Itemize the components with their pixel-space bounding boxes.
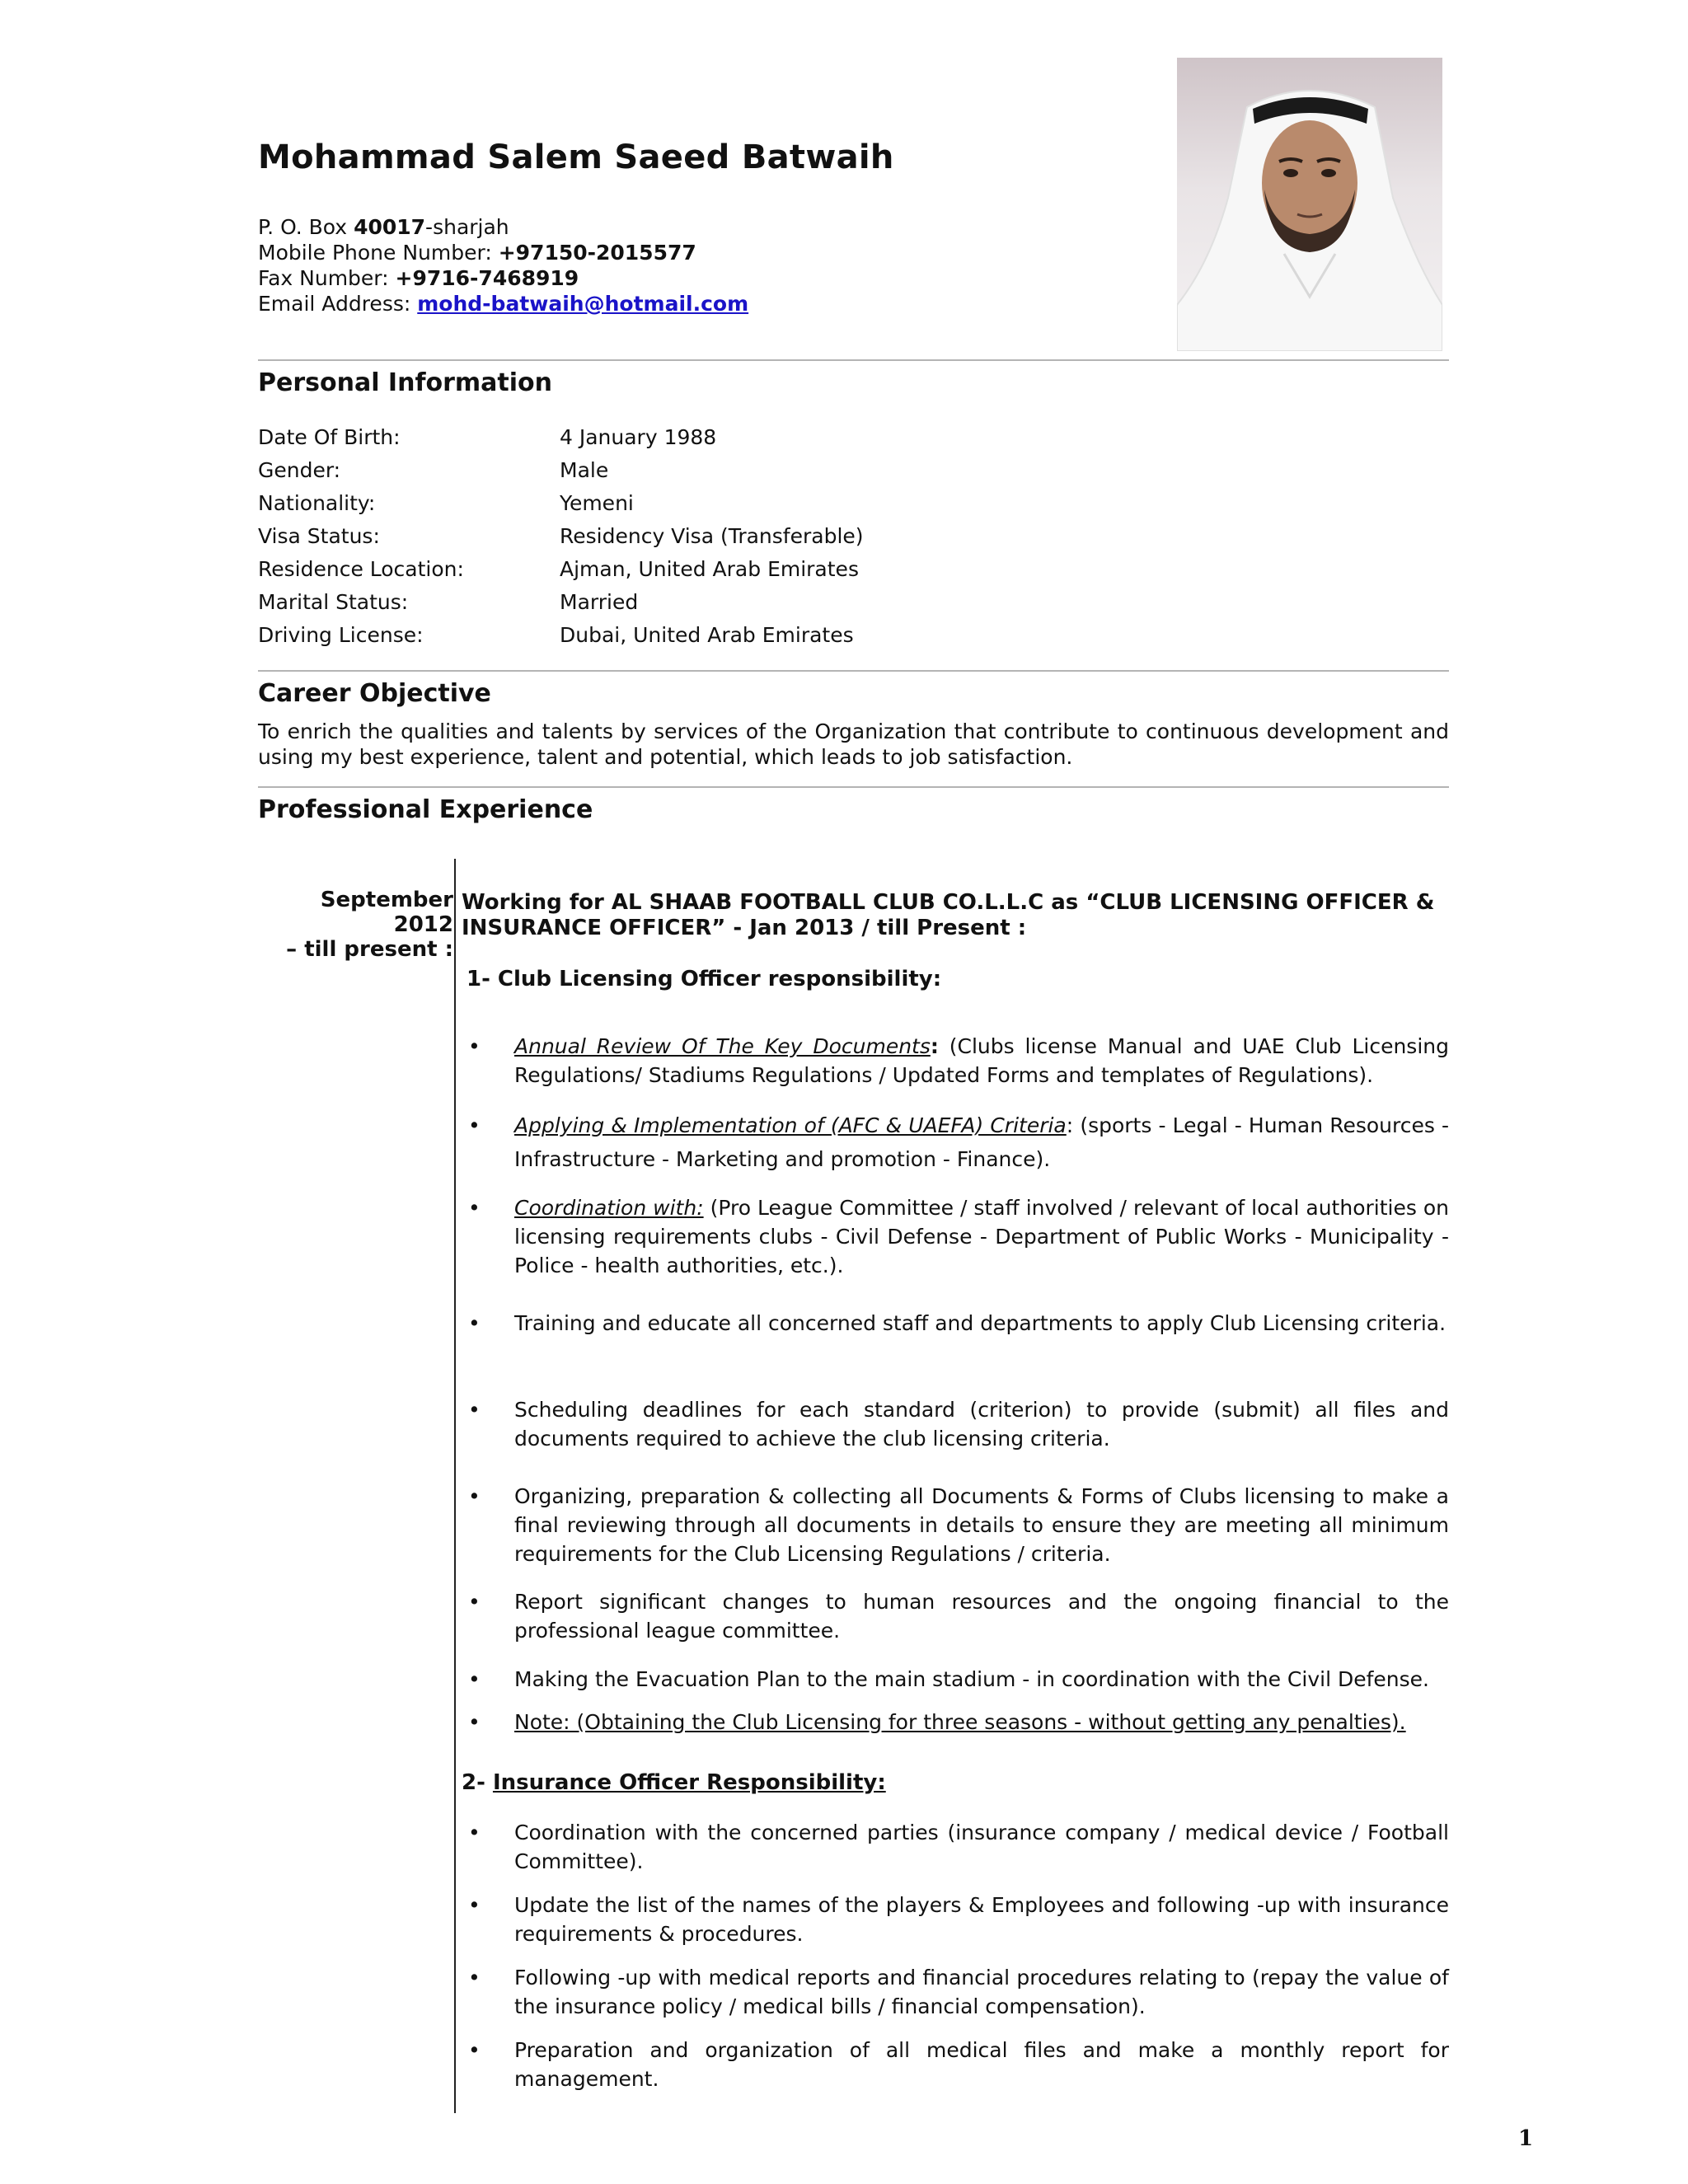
personal-row: [258, 586, 1412, 619]
personal-label: Visa Status:: [258, 524, 380, 548]
list-item: • Scheduling deadlines for each standard (criterion) to provide (submit) all files and documents required to achieve the club licensing criteria.: [468, 1395, 1449, 1455]
bullet-icon: •: [468, 1667, 481, 1691]
email-link[interactable]: mohd-batwaih@hotmail.com: [417, 292, 749, 316]
personal-value: Male: [560, 458, 609, 482]
bullet-icon: •: [468, 1484, 481, 1508]
list-item: • Annual Review Of The Key Documents: (Clubs license Manual and UAE Club Licensing Regulations/ Stadiums Regulations / Updated Forms and templates of Regulations).: [468, 1032, 1449, 1091]
bullet-icon: •: [468, 1034, 481, 1058]
personal-value: Dubai, United Arab Emirates: [560, 623, 854, 647]
list-item: • Note: (Obtaining the Club Licensing for three seasons - without getting any penalties).: [468, 1708, 1449, 1737]
bullet-icon: •: [468, 1821, 481, 1844]
page-number: 1: [1518, 2126, 1534, 2151]
po-box-line: P. O. Box 40017-sharjah: [258, 215, 509, 239]
list-item: • Training and educate all concerned staff and departments to apply Club Licensing criteria.: [468, 1309, 1449, 1368]
list-item: • Preparation and organization of all medical files and make a monthly report for management.: [468, 2036, 1449, 2095]
job-date: September 2012 – till present :: [286, 888, 453, 962]
list-item: • Update the list of the names of the players & Employees and following -up with insurance requirements & procedures.: [468, 1891, 1449, 1950]
list-item: • Coordination with the concerned parties (insurance company / medical device / Football Committee).: [468, 1818, 1449, 1877]
divider: [258, 670, 1449, 672]
mobile-line: Mobile Phone Number: +97150-2015577: [258, 241, 696, 265]
section1-title: 1- Club Licensing Officer responsibility:: [467, 967, 942, 991]
personal-row: [258, 553, 1412, 586]
divider: [258, 359, 1449, 361]
list-item: • Coordination with: (Pro League Committee / staff involved / relevant of local authorities on licensing requirements clubs - Civil Defense - Department of Public Works - Municipality - Police - health authorities, etc.).: [468, 1193, 1449, 1280]
career-objective-text: To enrich the qualities and talents by services of the Organization that contribute to continuous development and using my best experience, talent and potential, which leads to job satisfaction.: [258, 719, 1449, 769]
bullet-icon: •: [468, 2038, 481, 2062]
personal-value: Residency Visa (Transferable): [560, 524, 864, 548]
personal-row: [258, 487, 1412, 520]
personal-row: [258, 454, 1412, 487]
personal-row: [258, 421, 1412, 454]
personal-value: 4 January 1988: [560, 425, 717, 449]
personal-info-title: Personal Information: [258, 368, 552, 397]
section2-title: 2- Insurance Officer Responsibility:: [462, 1770, 886, 1795]
personal-value: Ajman, United Arab Emirates: [560, 557, 859, 581]
email-line: Email Address: mohd-batwaih@hotmail.com: [258, 292, 749, 316]
bullet-icon: •: [468, 1966, 481, 1990]
bullet-icon: •: [468, 1311, 481, 1335]
list-item: • Making the Evacuation Plan to the main stadium - in coordination with the Civil Defense.: [468, 1665, 1449, 1694]
bullet-icon: •: [468, 1590, 481, 1614]
list-item: • Report significant changes to human resources and the ongoing financial to the professional league committee.: [468, 1587, 1449, 1647]
professional-experience-title: Professional Experience: [258, 795, 593, 824]
bullet-icon: •: [468, 1710, 481, 1734]
personal-row: [258, 619, 1412, 652]
personal-label: Date Of Birth:: [258, 425, 401, 449]
profile-photo: [1177, 58, 1442, 351]
career-objective-title: Career Objective: [258, 679, 491, 708]
personal-row: [258, 520, 1412, 553]
personal-label: Gender:: [258, 458, 341, 482]
bullet-icon: •: [468, 1196, 481, 1220]
personal-label: Residence Location:: [258, 557, 464, 581]
bullet-icon: •: [468, 1113, 481, 1137]
personal-label: Nationality:: [258, 491, 376, 515]
personal-label: Driving License:: [258, 623, 424, 647]
list-item: • Organizing, preparation & collecting all Documents & Forms of Clubs licensing to make a final reviewing through all documents in details to ensure they are meeting all minimum requirements for the Club Licensing Regulations / criteria.: [468, 1482, 1449, 1568]
personal-value: Yemeni: [560, 491, 634, 515]
bullet-icon: •: [468, 1893, 481, 1917]
personal-value: Married: [560, 590, 639, 614]
list-item: • Applying & Implementation of (AFC & UAEFA) Criteria: (sports - Legal - Human Resources - Infrastructure - Marketing and promotion - Finance).: [468, 1108, 1449, 1168]
list-item: • Following -up with medical reports and financial procedures relating to (repay the value of the insurance policy / medical bills / financial compensation).: [468, 1963, 1449, 2022]
personal-label: Marital Status:: [258, 590, 409, 614]
candidate-name: Mohammad Salem Saeed Batwaih: [258, 138, 894, 176]
fax-line: Fax Number: +9716-7468919: [258, 266, 579, 290]
bullet-icon: •: [468, 1398, 481, 1422]
job-title: Working for AL SHAAB FOOTBALL CLUB CO.L.L.C as “CLUB LICENSING OFFICER & INSURANCE OFFICER” - Jan 2013 / till Present :: [462, 890, 1435, 940]
divider: [258, 786, 1449, 788]
timeline-divider: [454, 859, 456, 2113]
